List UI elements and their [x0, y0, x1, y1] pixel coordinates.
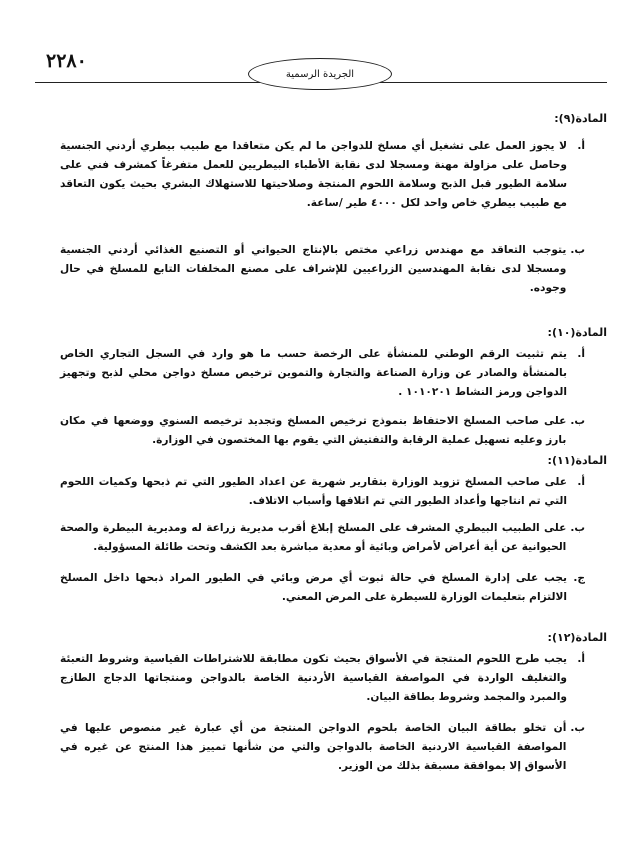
clause-text: على الطبيب البيطري المشرف على المسلخ إبلاغ أقرب مديرية زراعة له ومديرية البيطرة والصحة الحيوانية عن أية أعراض لأمراض وبائية أو معدية مباشرة بعد الكشف وتحت طائلة المسؤولية.: [60, 522, 567, 553]
clause-text: لا يجوز العمل على تشغيل أي مسلخ للدواجن ما لم يكن متعاقدا مع طبيب بيطري أردني الجنسية وحاصل على مزاولة مهنة ومسجلا لدى نقابة الأطباء البيطريين للعمل متفرغاً كمشرف فني على سلامة الطيور قبل الذبح وسلامة اللحوم المنتجة وصلاحيتها للاستهلاك البشري بحيث يكون التعاقد مع طبيب بيطري خاص واحد لكل ٤٠٠٠ طير /ساعة.: [60, 140, 567, 209]
article-11: [60, 454, 607, 607]
header-oval: [248, 58, 392, 90]
gazette-title: الجريدة الرسمية: [285, 68, 355, 80]
clause-text: أن تخلو بطاقة البيان الخاصة بلحوم الدواجن المنتجة من أي عبارة غير منصوص عليها في المواصفة القياسية الاردنية الخاصة بالدواجن والتي من شأنها تمييز هذا المنتج عن غيره في الأسواق إلا بموافقة مسبقة بذلك من الوزير.: [60, 722, 567, 772]
clause-text: يتم تثبيت الرقم الوطني للمنشأة على الرخصة حسب ما هو وارد في السجل التجاري الخاص بالمنشأة والصادر عن وزارة الصناعة والتجارة والتموين ترخيص مسلخ دواجن محلي لذبح وتجهيز الدواجن ورمز النشاط ١٠١٠٢٠١ .: [60, 348, 567, 398]
article-10: [60, 326, 607, 450]
clause: [60, 345, 585, 402]
article-title: المادة(٩):: [554, 112, 607, 125]
clause-letter: أ.: [577, 348, 585, 360]
clause-text: يتوجب التعاقد مع مهندس زراعي مختص بالإنتاج الحيواني أو التصنيع الغذائي أردني الجنسية ومسجلا لدى نقابة المهندسين الزراعيين للإشراف على مصنع المخلفات التابع للمسلخ في حال وجوده.: [60, 244, 567, 294]
clause: [60, 569, 585, 607]
clause: [60, 241, 585, 298]
clause: [60, 719, 585, 776]
article-9: [60, 112, 607, 298]
clause-letter: ب.: [570, 415, 585, 427]
clause-letter: أ.: [577, 653, 585, 665]
clause-letter: أ.: [577, 476, 585, 488]
article-title: المادة(١٢):: [547, 631, 607, 644]
clause-text: على صاحب المسلخ تزويد الوزارة بتقارير شهرية عن اعداد الطيور التي تم ذبحها وكميات اللحوم التي تم انتاجها وأعداد الطيور التي تم اتلافها وأسباب الاتلاف.: [60, 476, 567, 507]
clause: [60, 412, 585, 450]
clause-letter: ب.: [570, 244, 585, 256]
clause: [60, 137, 585, 213]
clause-text: يجب طرح اللحوم المنتجة في الأسواق بحيث تكون مطابقة للاشتراطات القياسية وشروط التعبئة والتغليف الواردة في المواصفة القياسية الأردنية الخاصة بالدواجن ومنتجاتها الدجاج الطازج والمبرد والمجمد وشروط بطاقة البيان.: [60, 653, 567, 703]
clause-letter: أ.: [577, 140, 585, 152]
clause-letter: ج.: [573, 572, 585, 584]
article-title: المادة(١١):: [547, 454, 607, 467]
clause-text: يجب على إدارة المسلخ في حالة ثبوت أي مرض وبائي في الطيور المراد ذبحها داخل المسلخ الالتزام بتعليمات الوزارة للسيطرة على المرض المعني.: [60, 572, 567, 603]
article-12: [60, 631, 607, 776]
clause-text: على صاحب المسلخ الاحتفاظ بنموذج ترخيص المسلخ وتجديد ترخيصه السنوي ووضعها في مكان بارز وعليه تسهيل عملية الرقابة والتفتيش التي يقوم بها المختصون في الوزارة.: [60, 415, 567, 446]
clause: [60, 519, 585, 557]
clause-letter: ب.: [570, 722, 585, 734]
clause: [60, 650, 585, 707]
clause: [60, 473, 585, 511]
page-number: ٢٢٨٠: [46, 50, 87, 72]
document-body: [60, 112, 607, 776]
clause-letter: ب.: [570, 522, 585, 534]
article-title: المادة(١٠):: [547, 326, 607, 339]
